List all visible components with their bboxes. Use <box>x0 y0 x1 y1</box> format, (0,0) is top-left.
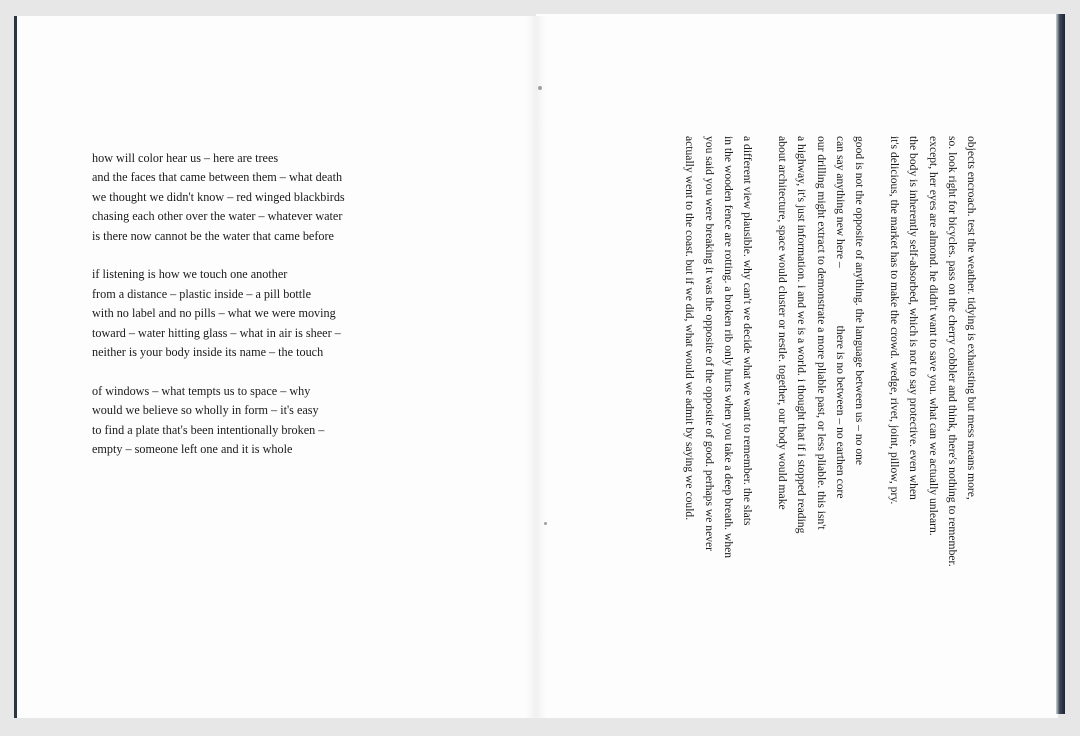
right-rotated-prose <box>675 136 981 588</box>
prose-line: so. look right for bicycles. pass on the cherry cobbler and think, there's nothing to remember. <box>945 136 959 567</box>
poem-line: with no label and no pills – what we were moving <box>92 306 336 321</box>
paragraph-3 <box>680 136 757 588</box>
paper-speck <box>544 522 547 525</box>
poem-line: empty – someone left one and it is whole <box>92 442 293 457</box>
prose-line: good is not the opposite of anything. the language between us – no one <box>852 136 866 466</box>
prose-line-with-gap <box>831 136 850 588</box>
poem-line: is there now cannot be the water that came before <box>92 228 334 243</box>
poem-line: from a distance – plastic inside – a pill bottle <box>92 286 311 301</box>
prose-line: except, her eyes are almond. he didn't want to save you. what can we actually unlearn. <box>926 136 940 536</box>
paper-speck <box>538 86 542 90</box>
prose-line: a highway, it's just information. i and we is a world. i thought that if i stopped reading <box>795 136 809 534</box>
poem-line: would we believe so wholly in form – it's easy <box>92 403 319 418</box>
left-poem <box>92 149 345 479</box>
prose-line: about architecture, space would cluster or nestle. together, our body would make <box>776 136 790 510</box>
prose-line: it's delicious, the market has to make the crowd. wedge, rivet, joint, pillow, pry. <box>888 136 902 505</box>
prose-fragment: there is no between – no earthen core <box>833 325 847 499</box>
left-page-edge <box>14 16 17 718</box>
right-page-edge <box>1056 14 1065 714</box>
poem-line: chasing each other over the water – whatever water <box>92 209 343 224</box>
poem-line: of windows – what tempts us to space – why <box>92 383 311 398</box>
prose-line: our drilling might extract to demonstrate a more pliable past, or less pliable. this isn't <box>814 136 828 530</box>
poem-line: we thought we didn't know – red winged blackbirds <box>92 189 345 204</box>
prose-line: you said you were breaking it was the opposite of the opposite of good. perhaps we never <box>702 136 716 552</box>
stanza-2 <box>92 265 345 362</box>
poem-line: and the faces that came between them – what death <box>92 170 343 185</box>
poem-line: neither is your body inside its name – the touch <box>92 345 324 360</box>
poem-line: how will color hear us – here are trees <box>92 151 279 165</box>
paragraph-1 <box>885 136 981 588</box>
prose-line: actually went to the coast. but if we did, what would we admit by saying we could. <box>683 136 697 521</box>
poem-line: toward – water hitting glass – what in air is sheer – <box>92 325 341 340</box>
stanza-1 <box>92 149 345 246</box>
paragraph-2 <box>773 136 869 588</box>
prose-fragment: can say anything new here – <box>833 136 847 268</box>
book-gutter <box>526 16 546 718</box>
prose-line: a different view plausible. why can't we decide what we want to remember. the slats <box>740 136 754 526</box>
prose-line: the body is inherently self-absorbed, which is not to say protective. even when <box>907 136 921 500</box>
poem-line: to find a plate that's been intentionally broken – <box>92 422 325 437</box>
prose-line: objects encroach. test the weather. tidying is exhausting but mess means more, <box>965 136 978 500</box>
prose-line: in the wooden fence are rotting. a broken rib only hurts when you take a deep breath. when <box>721 136 735 559</box>
stanza-3 <box>92 382 345 460</box>
poem-line: if listening is how we touch one another <box>92 267 288 282</box>
